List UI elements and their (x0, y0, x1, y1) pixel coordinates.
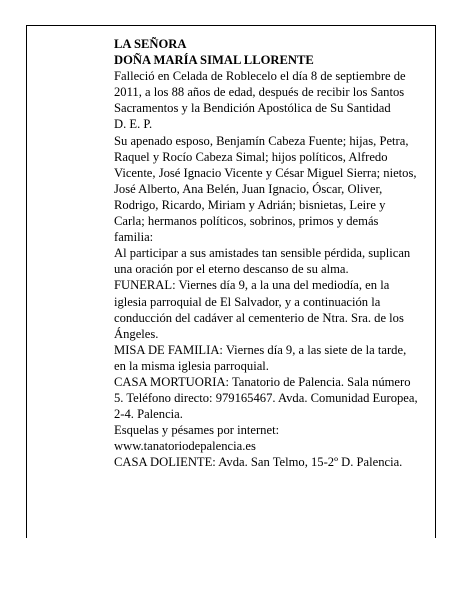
obituary-notice (114, 36, 418, 471)
heading-title: LA SEÑORA (114, 37, 187, 51)
funeral-home-paragraph: CASA MORTUORIA: Tanatorio de Palencia. Sala número 5. Teléfono directo: 979165467. Avda. Comunidad Europea, 2-4. Palencia. (114, 374, 418, 422)
deceased-name: DOÑA MARÍA SIMAL LLORENTE (114, 53, 314, 68)
prayer-paragraph: Al participar a sus amistades tan sensible pérdida, suplican una oración por el eterno descanso de su alma. (114, 246, 411, 277)
family-paragraph: Su apenado esposo, Benjamín Cabeza Fuente; hijas, Petra, Raquel y Rocío Cabeza Simal; hijos políticos, Alfredo Vicente, José Ignacio Vicente y César Miguel Sierra; nietos, José Alberto, Ana Belén, Juan Ignacio, Óscar, Oliver, Rodrigo, Ricardo, Miriam y Adrián; bisnietas, Leire y Carla; hermanos políticos, sobrinos, primos y demás familia: (114, 133, 417, 245)
home-paragraph: CASA DOLIENTE: Avda. San Telmo, 15-2º D. Palencia. (114, 455, 403, 470)
internet-paragraph: Esquelas y pésames por internet: www.tanatoriodepalencia.es (114, 423, 280, 454)
dep-line: D. E. P. (114, 117, 153, 132)
family-mass-paragraph: MISA DE FAMILIA: Viernes día 9, a las siete de la tarde, en la misma iglesia parroquial. (114, 342, 407, 373)
funeral-paragraph: FUNERAL: Viernes día 9, a la una del mediodía, en la iglesia parroquial de El Salvador, y a continuación la conducción del cadáver al cementerio de Ntra. Sra. de los Ángeles. (114, 278, 404, 341)
death-paragraph: Falleció en Celada de Roblecelo el día 8 de septiembre de 2011, a los 88 años de edad, después de recibir los Santos Sacramentos y la Bendición Apostólica de Su Santidad (114, 69, 406, 116)
